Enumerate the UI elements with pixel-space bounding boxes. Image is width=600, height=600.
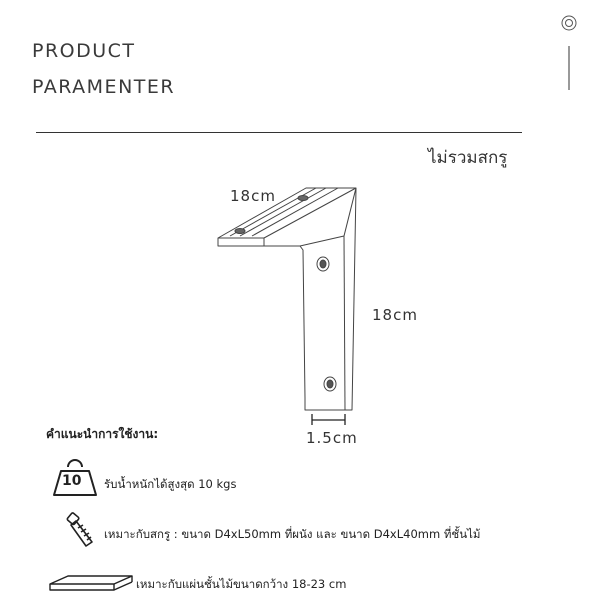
usage-item-weight: รับน้ำหนักได้สูงสุด 10 kgs bbox=[104, 477, 237, 491]
title-line-2: PARAMENTER bbox=[32, 76, 176, 98]
thickness-dimension-line bbox=[312, 414, 345, 425]
thickness-label: 1.5cm bbox=[306, 429, 358, 447]
no-screws-label: ไม่รวมสกรู bbox=[428, 148, 508, 168]
title-line-1: PRODUCT bbox=[32, 40, 136, 62]
usage-item-wood: เหมาะกับแผ่นชั้นไม้ขนาดกว้าง 18-23 cm bbox=[136, 577, 347, 591]
wood-plank-icon bbox=[46, 572, 136, 594]
usage-heading: คำแนะนำการใช้งาน: bbox=[46, 427, 159, 441]
usage-item-screw: เหมาะกับสกรู : ขนาด D4xL50mm ที่ผนัง และ ขนาด D4xL40mm ที่ชั้นไม้ bbox=[104, 527, 481, 541]
weight-badge: 10 bbox=[62, 473, 82, 489]
top-width-label: 18cm bbox=[230, 187, 276, 205]
screw-icon bbox=[56, 510, 98, 552]
height-label: 18cm bbox=[372, 306, 418, 324]
